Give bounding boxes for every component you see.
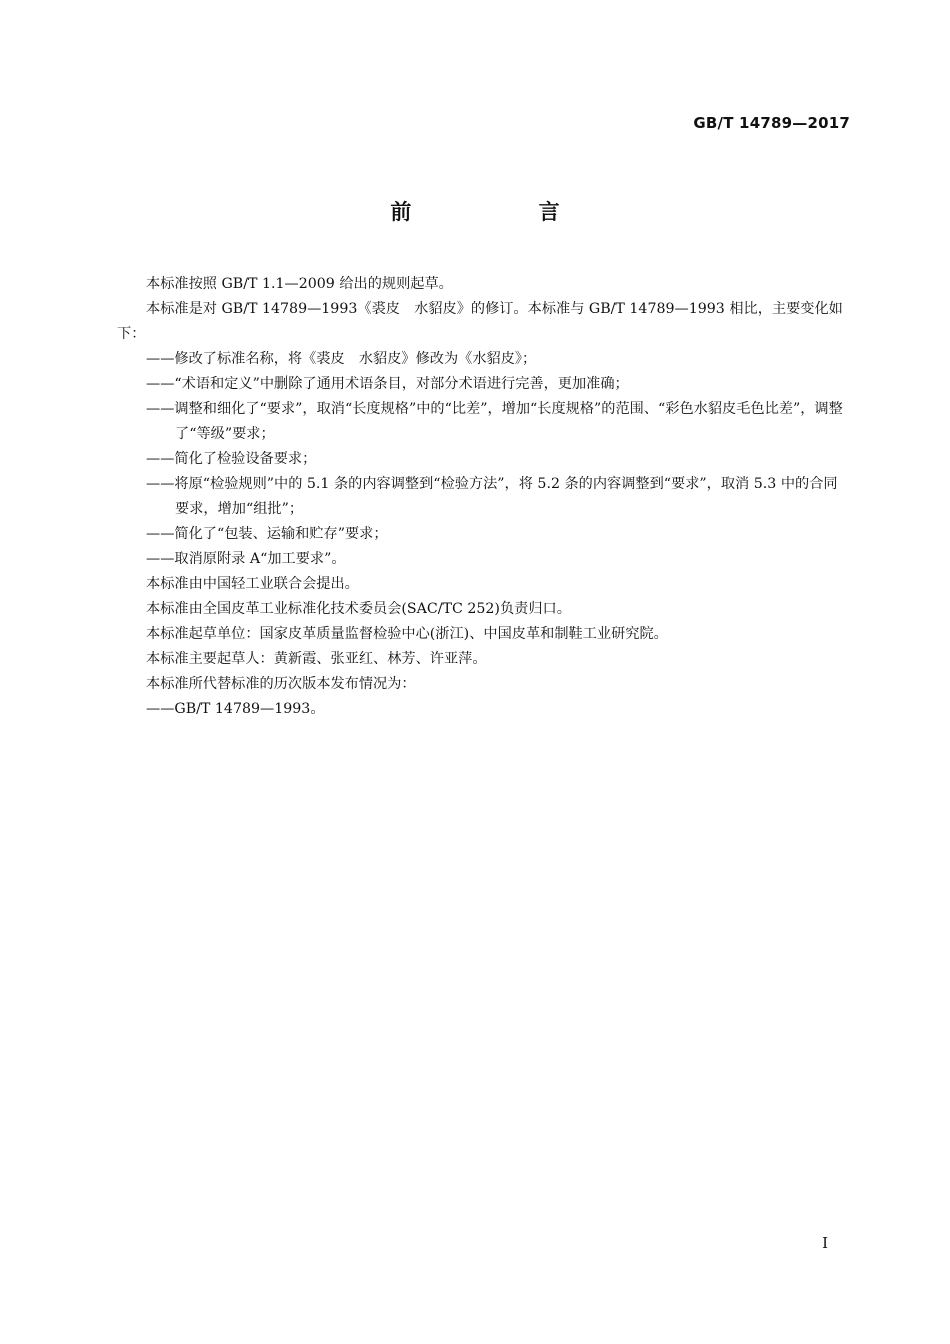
paragraph: 本标准起草单位：国家皮革质量监督检验中心(浙江)、中国皮革和制鞋工业研究院。 bbox=[146, 626, 668, 642]
list-item: ——调整和细化了“要求”，取消“长度规格”中的“比差”，增加“长度规格”的范围、“彩色水貂皮毛色比差”，调整了“等级”要求； bbox=[146, 401, 843, 442]
standard-code: GB/T 14789—2017 bbox=[693, 114, 850, 132]
list-item: ——修改了标准名称，将《裘皮 水貂皮》修改为《水貂皮》； bbox=[146, 351, 537, 367]
page-number: I bbox=[822, 1234, 828, 1252]
paragraph: 本标准由中国轻工业联合会提出。 bbox=[146, 576, 359, 592]
page-title: 前 言 bbox=[390, 200, 620, 224]
list-item: ——GB/T 14789—1993。 bbox=[146, 701, 325, 717]
paragraph: 本标准按照 GB/T 1.1—2009 给出的规则起草。 bbox=[146, 276, 453, 292]
list-item: ——将原“检验规则”中的 5.1 条的内容调整到“检验方法”，将 5.2 条的内容调整到“要求”，取消 5.3 中的合同要求，增加“组批”； bbox=[146, 476, 838, 517]
foreword-body bbox=[117, 272, 850, 722]
list-item: ——简化了“包装、运输和贮存”要求； bbox=[146, 526, 388, 542]
list-item: ——简化了检验设备要求； bbox=[146, 451, 317, 467]
paragraph: 本标准是对 GB/T 14789—1993《裘皮 水貂皮》的修订。本标准与 GB/T 14789—1993 相比，主要变化如下： bbox=[117, 301, 843, 342]
paragraph: 本标准由全国皮革工业标准化技术委员会(SAC/TC 252)负责归口。 bbox=[146, 601, 571, 617]
paragraph: 本标准所代替标准的历次版本发布情况为： bbox=[146, 676, 416, 692]
list-item: ——“术语和定义”中删除了通用术语条目，对部分术语进行完善，更加准确； bbox=[146, 376, 629, 392]
list-item: ——取消原附录 A“加工要求”。 bbox=[146, 551, 346, 567]
paragraph: 本标准主要起草人：黄新霞、张亚红、林芳、许亚萍。 bbox=[146, 651, 487, 667]
